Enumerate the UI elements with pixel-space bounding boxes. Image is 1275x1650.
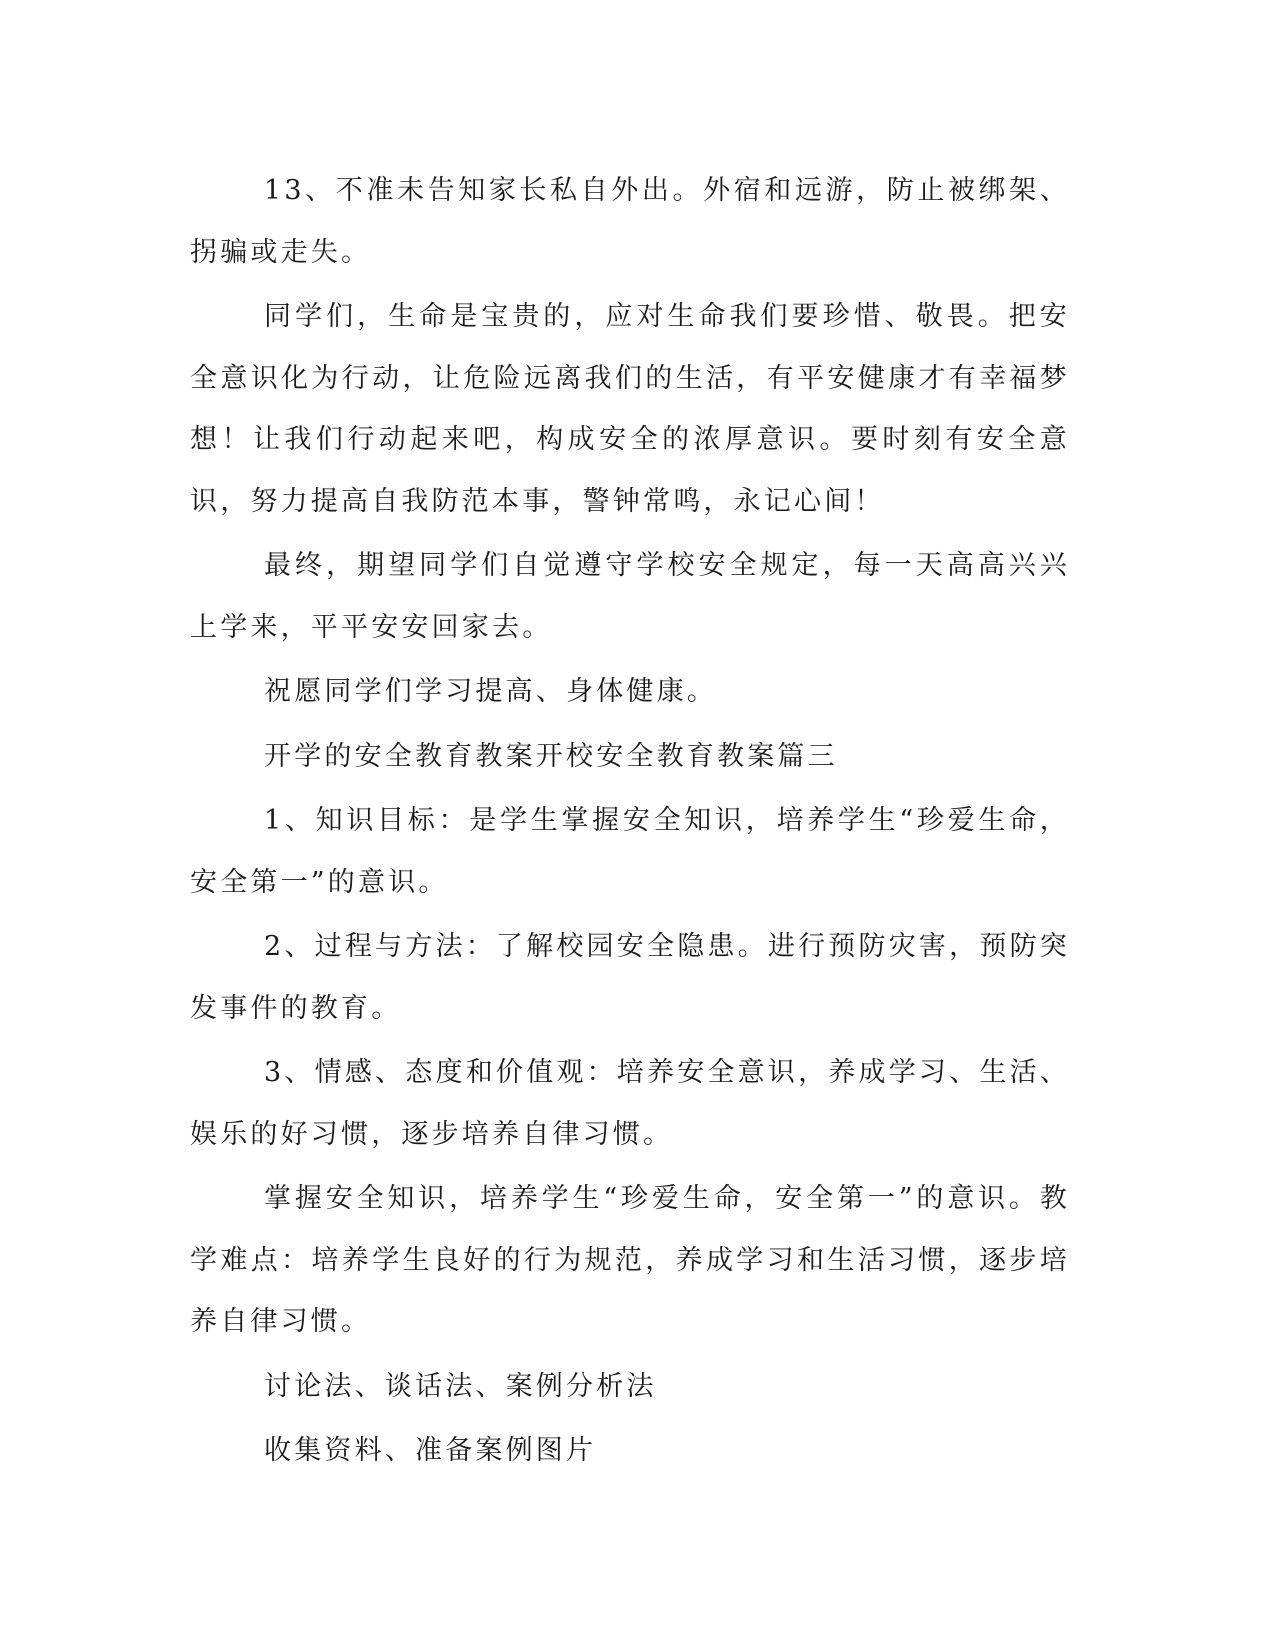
- paragraph-rule-13: 13、不准未告知家长私自外出。外宿和远游，防止被绑架、拐骗或走失。: [190, 175, 1070, 268]
- section-heading: 开学的安全教育教案开校安全教育教案篇三: [264, 740, 838, 772]
- paragraph-key-points: 掌握安全知识，培养学生“珍爱生命，安全第一”的意识。教学难点：培养学生良好的行为规范，养成学习和生活习惯，逐步培养自律习惯。: [190, 1183, 1070, 1337]
- paragraph-blessing: 祝愿同学们学习提高、身体健康。: [264, 676, 717, 707]
- paragraph-preparation: 收集资料、准备案例图片: [264, 1435, 597, 1466]
- paragraph-attitude-values: 3、情感、态度和价值观：培养安全意识，养成学习、生活、娱乐的好习惯，逐步培养自律习惯。: [190, 1057, 1070, 1150]
- paragraph-closing-hope: 最终，期望同学们自觉遵守学校安全规定，每一天高高兴兴上学来，平平安安回家去。: [190, 550, 1070, 643]
- paragraph-safety-appeal: 同学们，生命是宝贵的，应对生命我们要珍惜、敬畏。把安全意识化为行动，让危险远离我们的生活，有平安健康才有幸福梦想！让我们行动起来吧，构成安全的浓厚意识。要时刻有安全意识，努力提高自我防范本事，警钟常鸣，永记心间！: [190, 301, 1070, 517]
- paragraph-knowledge-goal: 1、知识目标：是学生掌握安全知识，培养学生“珍爱生命，安全第一”的意识。: [190, 805, 1070, 898]
- paragraph-process-method: 2、过程与方法：了解校园安全隐患。进行预防灾害，预防突发事件的教育。: [190, 931, 1070, 1024]
- paragraph-teaching-methods: 讨论法、谈话法、案例分析法: [264, 1370, 657, 1402]
- document-body: [190, 160, 1070, 1485]
